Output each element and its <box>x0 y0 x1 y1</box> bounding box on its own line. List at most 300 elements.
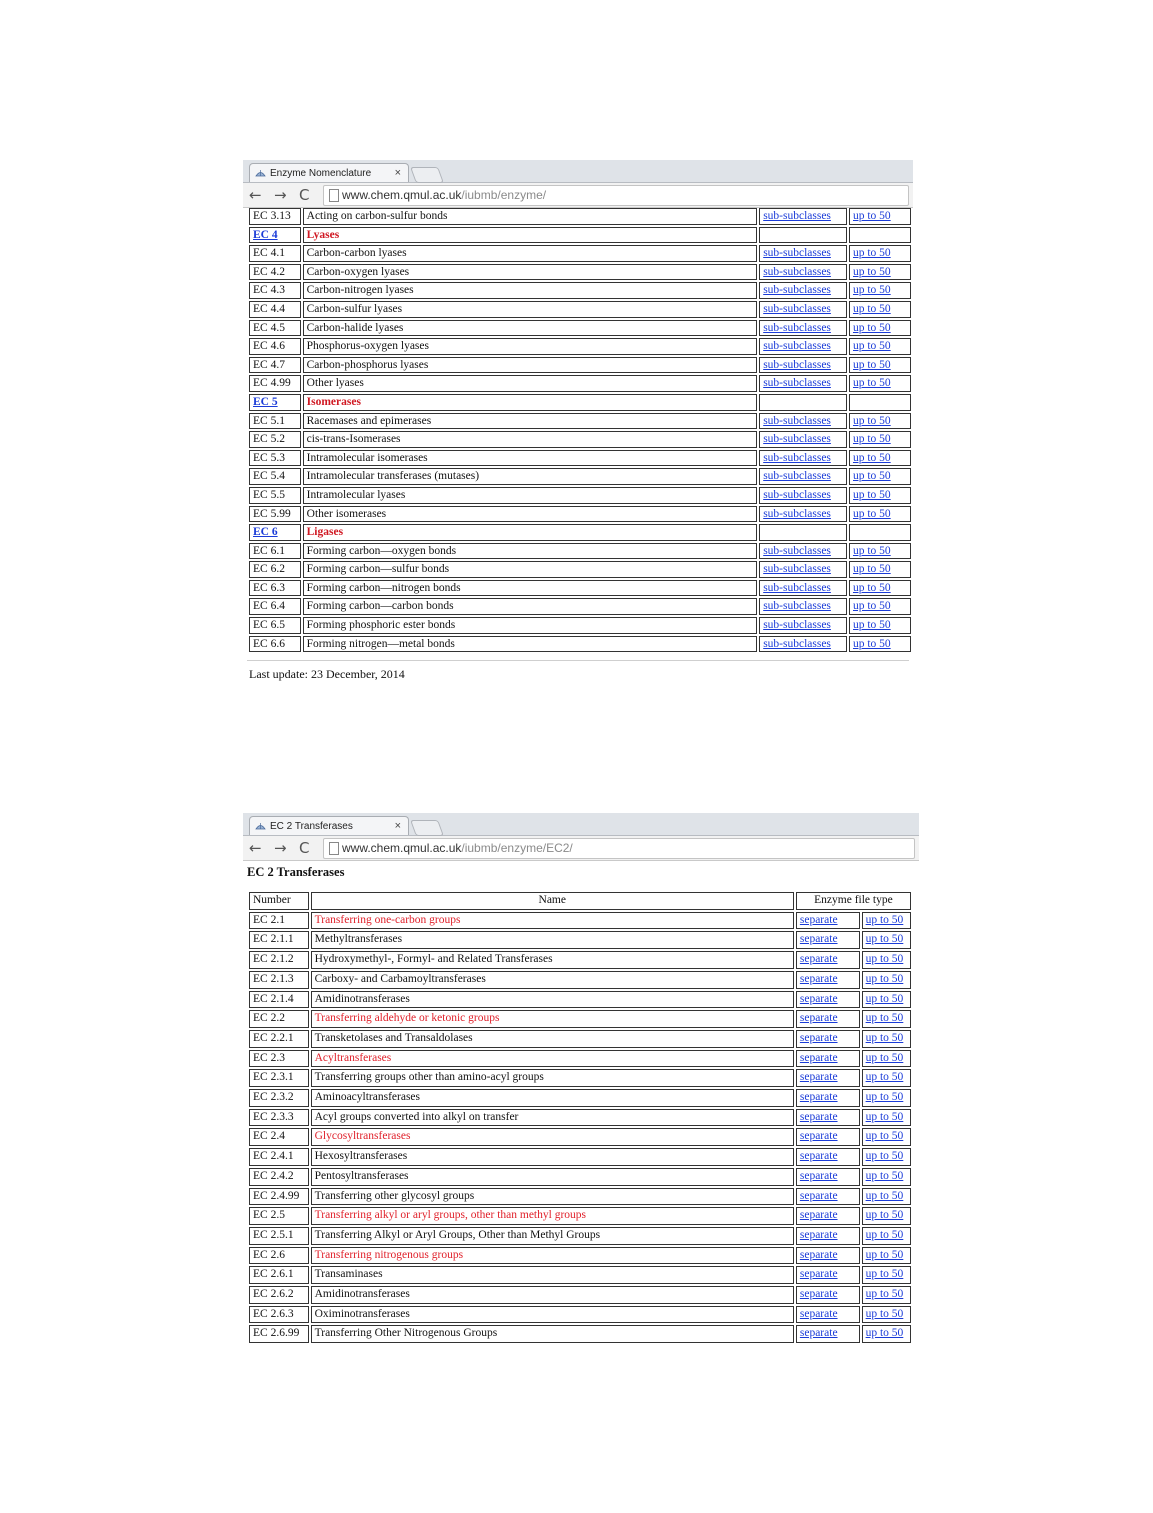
ec-number: EC 2.6.99 <box>253 1327 300 1340</box>
sub-subclasses-link[interactable]: sub-subclasses <box>763 488 831 501</box>
sub-subclasses-cell <box>759 543 847 560</box>
up-to-50-link[interactable]: up to 50 <box>865 1248 904 1261</box>
up-to-50-link[interactable]: up to 50 <box>852 507 891 520</box>
ec-number-cell <box>249 506 301 523</box>
ec-name: Forming nitrogen—metal bonds <box>306 637 455 650</box>
sub-subclasses-cell <box>759 338 847 355</box>
up-to-50-link[interactable]: up to 50 <box>865 913 904 926</box>
sub-subclasses-cell <box>759 227 847 244</box>
table-row <box>249 1325 911 1343</box>
up-to-50-cell <box>862 1109 911 1127</box>
table-row <box>249 338 911 355</box>
url-host: www.chem.qmul.ac.uk <box>342 841 462 855</box>
ec-number: EC 2.3.3 <box>253 1110 294 1123</box>
up-to-50-cell <box>862 1010 911 1028</box>
up-to-50-cell <box>862 1089 911 1107</box>
sub-subclasses-link[interactable]: sub-subclasses <box>763 265 831 278</box>
browser-window-ec2-transferases <box>243 813 919 1358</box>
ec-name: cis-trans-Isomerases <box>306 433 401 446</box>
up-to-50-link[interactable]: up to 50 <box>865 1268 904 1281</box>
separate-link[interactable]: separate <box>799 1248 838 1261</box>
ec-name: Transferring groups other than amino-acyl groups <box>314 1071 544 1084</box>
ec-number-cell <box>249 1207 309 1225</box>
back-arrow-icon[interactable]: ← <box>249 839 262 857</box>
ec-number: EC 4.3 <box>253 284 285 297</box>
up-to-50-link[interactable]: up to 50 <box>865 1051 904 1064</box>
up-to-50-link[interactable]: up to 50 <box>852 377 891 390</box>
table-row <box>249 598 911 615</box>
ec-number: EC 4.6 <box>253 340 285 353</box>
reload-icon[interactable]: C <box>299 186 310 204</box>
sub-subclasses-link[interactable]: sub-subclasses <box>763 563 831 576</box>
new-tab-button[interactable] <box>410 167 444 183</box>
ec-number-cell <box>249 357 301 374</box>
ec-number-cell <box>249 971 309 989</box>
separate-cell <box>796 1227 860 1245</box>
ec-class-link[interactable]: EC 4 <box>253 228 278 241</box>
sub-subclasses-cell <box>759 264 847 281</box>
up-to-50-cell <box>849 598 911 615</box>
up-to-50-link[interactable]: up to 50 <box>865 1091 904 1104</box>
close-tab-icon[interactable]: × <box>394 820 401 832</box>
up-to-50-cell <box>862 931 911 949</box>
ec-number: EC 2.4.2 <box>253 1169 294 1182</box>
up-to-50-cell <box>849 543 911 560</box>
reload-icon[interactable]: C <box>299 839 310 857</box>
address-bar[interactable] <box>323 838 915 859</box>
up-to-50-link[interactable]: up to 50 <box>852 433 891 446</box>
ec-number-cell <box>249 1148 309 1166</box>
ec-number-cell <box>249 1188 309 1206</box>
ec-name: Transketolases and Transaldolases <box>314 1031 473 1044</box>
ec-number-cell <box>249 1266 309 1284</box>
separate-cell <box>796 991 860 1009</box>
up-to-50-link[interactable]: up to 50 <box>852 247 891 260</box>
forward-arrow-icon[interactable]: → <box>274 186 287 204</box>
up-to-50-link[interactable]: up to 50 <box>852 600 891 613</box>
up-to-50-link[interactable]: up to 50 <box>852 284 891 297</box>
up-to-50-cell <box>849 301 911 318</box>
ec-number-cell <box>249 1109 309 1127</box>
separate-cell <box>796 1050 860 1068</box>
up-to-50-cell <box>849 208 911 225</box>
ec-number: EC 2.5 <box>253 1209 285 1222</box>
ec-number-cell <box>249 431 301 448</box>
up-to-50-link[interactable]: up to 50 <box>865 933 904 946</box>
sub-subclasses-cell <box>759 468 847 485</box>
up-to-50-link[interactable]: up to 50 <box>865 1169 904 1182</box>
up-to-50-link[interactable]: up to 50 <box>852 470 891 483</box>
ec-group-name: Transferring alkyl or aryl groups, other than methyl groups <box>314 1209 586 1222</box>
up-to-50-link[interactable]: up to 50 <box>865 1012 904 1025</box>
new-tab-button[interactable] <box>410 820 444 836</box>
ec-number: EC 5.99 <box>253 507 291 520</box>
table-row <box>249 971 911 989</box>
ec-class-link[interactable]: EC 6 <box>253 526 278 539</box>
ec-group-name: Acyltransferases <box>314 1051 392 1064</box>
ec-number-cell <box>249 991 309 1009</box>
ec-number: EC 2.1.4 <box>253 992 294 1005</box>
table-row <box>249 580 911 597</box>
separate-link[interactable]: separate <box>799 933 838 946</box>
separate-link[interactable]: separate <box>799 913 838 926</box>
ec-number: EC 2.6.3 <box>253 1307 294 1320</box>
ec-name: Transferring other glycosyl groups <box>314 1189 475 1202</box>
table-row <box>249 1128 911 1146</box>
ec-name-cell <box>311 1109 794 1127</box>
sub-subclasses-cell <box>759 636 847 653</box>
up-to-50-link[interactable]: up to 50 <box>852 414 891 427</box>
sub-subclasses-cell <box>759 580 847 597</box>
sub-subclasses-cell <box>759 598 847 615</box>
ec-number-cell <box>249 1286 309 1304</box>
sub-subclasses-cell <box>759 282 847 299</box>
ec-number: EC 2.4.1 <box>253 1150 294 1163</box>
ec-number: EC 2.3 <box>253 1051 285 1064</box>
ec-number: EC 6.4 <box>253 600 285 613</box>
ec-number-cell <box>249 301 301 318</box>
ec-number: EC 4.4 <box>253 302 285 315</box>
sub-subclasses-link[interactable]: sub-subclasses <box>763 619 831 632</box>
table-row <box>249 1148 911 1166</box>
separate-cell <box>796 1306 860 1324</box>
up-to-50-link[interactable]: up to 50 <box>852 340 891 353</box>
ec-number-cell <box>249 282 301 299</box>
up-to-50-cell <box>849 506 911 523</box>
ec-name: Amidinotransferases <box>314 1288 410 1301</box>
ec-group-name: Transferring one-carbon groups <box>314 913 461 926</box>
table-row <box>249 1207 911 1225</box>
table-row <box>249 227 911 244</box>
table-row <box>249 636 911 653</box>
ec-number: EC 6.3 <box>253 581 285 594</box>
ec-number: EC 5.5 <box>253 488 285 501</box>
sub-subclasses-link[interactable]: sub-subclasses <box>763 340 831 353</box>
up-to-50-link[interactable]: up to 50 <box>852 210 891 222</box>
ec-name-cell <box>303 580 758 597</box>
ec-number-cell <box>249 1168 309 1186</box>
sub-subclasses-link[interactable]: sub-subclasses <box>763 433 831 446</box>
sub-subclasses-link[interactable]: sub-subclasses <box>763 321 831 334</box>
browser-tab[interactable] <box>249 163 409 182</box>
up-to-50-link[interactable]: up to 50 <box>865 1327 904 1340</box>
ec-number-cell <box>249 931 309 949</box>
up-to-50-link[interactable]: up to 50 <box>852 321 891 334</box>
browser-tab[interactable] <box>249 816 409 835</box>
table-row <box>249 1010 911 1028</box>
separate-cell <box>796 1128 860 1146</box>
last-update-text: Last update: 23 December, 2014 <box>249 667 405 682</box>
table-row <box>249 543 911 560</box>
up-to-50-cell <box>849 227 911 244</box>
ec-number-cell <box>249 338 301 355</box>
ec-number: EC 3.13 <box>253 210 291 222</box>
separate-link[interactable]: separate <box>799 1307 838 1320</box>
sub-subclasses-link[interactable]: sub-subclasses <box>763 581 831 594</box>
ec-name: Forming carbon—nitrogen bonds <box>306 581 461 594</box>
ec-name: Carbon-halide lyases <box>306 321 404 334</box>
ec-name: Oximinotransferases <box>314 1307 410 1320</box>
ec-name-cell <box>303 561 758 578</box>
ec-name-cell <box>311 1188 794 1206</box>
up-to-50-link[interactable]: up to 50 <box>865 1110 904 1123</box>
table-row <box>249 301 911 318</box>
separate-link[interactable]: separate <box>799 1189 838 1202</box>
separate-link[interactable]: separate <box>799 1327 838 1340</box>
separate-cell <box>796 1247 860 1265</box>
up-to-50-link[interactable]: up to 50 <box>865 1288 904 1301</box>
up-to-50-cell <box>849 487 911 504</box>
ec-number: EC 4.7 <box>253 358 285 371</box>
ec-class-name: Ligases <box>306 526 344 539</box>
back-arrow-icon[interactable]: ← <box>249 186 262 204</box>
ec-number: EC 4.1 <box>253 247 285 260</box>
header-number: Number <box>249 892 309 910</box>
up-to-50-link[interactable]: up to 50 <box>852 544 891 557</box>
ec-number-cell <box>249 245 301 262</box>
up-to-50-link[interactable]: up to 50 <box>852 358 891 371</box>
up-to-50-link[interactable]: up to 50 <box>865 972 904 985</box>
table-row <box>249 450 911 467</box>
separate-cell <box>796 1010 860 1028</box>
ec-number-cell <box>249 951 309 969</box>
sub-subclasses-link[interactable]: sub-subclasses <box>763 284 831 297</box>
up-to-50-cell <box>849 580 911 597</box>
sub-subclasses-link[interactable]: sub-subclasses <box>763 377 831 390</box>
ec-name-cell <box>311 1089 794 1107</box>
table-row <box>249 487 911 504</box>
table-row <box>249 506 911 523</box>
table-row <box>249 1050 911 1068</box>
ec-name-cell <box>303 227 758 244</box>
ec-classes-table <box>247 206 913 654</box>
up-to-50-cell <box>849 524 911 541</box>
ec-name: Carbon-nitrogen lyases <box>306 284 414 297</box>
transferases-table <box>247 890 913 1345</box>
up-to-50-link[interactable]: up to 50 <box>852 581 891 594</box>
ec-name: Other isomerases <box>306 507 387 520</box>
up-to-50-cell <box>862 1188 911 1206</box>
sub-subclasses-link[interactable]: sub-subclasses <box>763 302 831 315</box>
ec-name: Transferring Other Nitrogenous Groups <box>314 1327 498 1340</box>
ec-name-cell <box>303 338 758 355</box>
ec-class-name: Lyases <box>306 228 340 241</box>
sub-subclasses-link[interactable]: sub-subclasses <box>763 600 831 613</box>
separate-link[interactable]: separate <box>799 1130 838 1143</box>
up-to-50-cell <box>862 991 911 1009</box>
separate-cell <box>796 971 860 989</box>
up-to-50-link[interactable]: up to 50 <box>865 1150 904 1163</box>
table-row <box>249 1089 911 1107</box>
address-bar[interactable] <box>323 185 909 206</box>
up-to-50-link[interactable]: up to 50 <box>852 563 891 576</box>
table-header-row <box>249 892 911 910</box>
up-to-50-cell <box>862 1148 911 1166</box>
sub-subclasses-link[interactable]: sub-subclasses <box>763 358 831 371</box>
browser-window-enzyme-nomenclature <box>243 160 913 682</box>
ec-number-cell <box>249 264 301 281</box>
table-row <box>249 524 911 541</box>
up-to-50-cell <box>862 971 911 989</box>
up-to-50-cell <box>849 450 911 467</box>
up-to-50-link[interactable]: up to 50 <box>852 619 891 632</box>
ec-name-cell <box>303 301 758 318</box>
ec-number: EC 2.4 <box>253 1130 285 1143</box>
table-row <box>249 1168 911 1186</box>
ec-name: Intramolecular isomerases <box>306 451 428 464</box>
up-to-50-cell <box>849 468 911 485</box>
ec-number: EC 4.5 <box>253 321 285 334</box>
up-to-50-cell <box>862 1306 911 1324</box>
ec-number-cell <box>249 1128 309 1146</box>
separate-cell <box>796 912 860 930</box>
ec-class-link[interactable]: EC 5 <box>253 395 278 408</box>
sub-subclasses-link[interactable]: sub-subclasses <box>763 414 831 427</box>
up-to-50-link[interactable]: up to 50 <box>865 953 904 966</box>
ec-name-cell <box>303 245 758 262</box>
up-to-50-link[interactable]: up to 50 <box>865 1031 904 1044</box>
sub-subclasses-cell <box>759 320 847 337</box>
sub-subclasses-link[interactable]: sub-subclasses <box>763 247 831 260</box>
ec-name-cell <box>303 375 758 392</box>
ec-name-cell <box>311 951 794 969</box>
separate-link[interactable]: separate <box>799 1150 838 1163</box>
up-to-50-link[interactable]: up to 50 <box>852 451 891 464</box>
up-to-50-link[interactable]: up to 50 <box>865 1228 904 1241</box>
ec-name-cell <box>311 1128 794 1146</box>
ec-group-name: Transferring aldehyde or ketonic groups <box>314 1012 500 1025</box>
up-to-50-link[interactable]: up to 50 <box>865 1307 904 1320</box>
tab-bar <box>243 813 919 836</box>
table-row <box>249 431 911 448</box>
table-row <box>249 1188 911 1206</box>
ec-number: EC 2.1 <box>253 913 285 926</box>
ec-name-cell <box>311 1306 794 1324</box>
separate-link[interactable]: separate <box>799 972 838 985</box>
table-row <box>249 1266 911 1284</box>
up-to-50-link[interactable]: up to 50 <box>852 302 891 315</box>
ec-name: Intramolecular transferases (mutases) <box>306 470 480 483</box>
up-to-50-cell <box>862 1207 911 1225</box>
separate-link[interactable]: separate <box>799 1091 838 1104</box>
up-to-50-link[interactable]: up to 50 <box>852 488 891 501</box>
separate-cell <box>796 1286 860 1304</box>
up-to-50-cell <box>862 951 911 969</box>
separate-link[interactable]: separate <box>799 1209 838 1222</box>
separate-link[interactable]: separate <box>799 1051 838 1064</box>
ec-number-cell <box>249 580 301 597</box>
ec-number-cell <box>249 208 301 225</box>
ec-name: Carbon-phosphorus lyases <box>306 358 429 371</box>
table-row <box>249 208 911 225</box>
ec-name: Amidinotransferases <box>314 992 410 1005</box>
up-to-50-cell <box>849 320 911 337</box>
separate-cell <box>796 1168 860 1186</box>
sub-subclasses-link[interactable]: sub-subclasses <box>763 451 831 464</box>
ec-name: Racemases and epimerases <box>306 414 432 427</box>
ec-name-cell <box>311 912 794 930</box>
table-row <box>249 1286 911 1304</box>
ec-name: Hexosyltransferases <box>314 1150 408 1163</box>
ec-name: Hydroxymethyl-, Formyl- and Related Transferases <box>314 953 553 966</box>
separate-cell <box>796 1266 860 1284</box>
divider <box>247 660 909 661</box>
separate-link[interactable]: separate <box>799 1012 838 1025</box>
table-row <box>249 282 911 299</box>
sub-subclasses-link[interactable]: sub-subclasses <box>763 210 831 222</box>
page-content <box>243 206 913 682</box>
ec-name-cell <box>303 394 758 411</box>
up-to-50-link[interactable]: up to 50 <box>865 1189 904 1202</box>
close-tab-icon[interactable]: × <box>394 167 401 179</box>
favicon-icon <box>255 168 266 179</box>
up-to-50-cell <box>849 617 911 634</box>
ec-name-cell <box>303 320 758 337</box>
separate-link[interactable]: separate <box>799 1288 838 1301</box>
sub-subclasses-link[interactable]: sub-subclasses <box>763 470 831 483</box>
up-to-50-link[interactable]: up to 50 <box>865 1209 904 1222</box>
ec-name: Carbon-oxygen lyases <box>306 265 410 278</box>
table-row <box>249 468 911 485</box>
ec-name: Acting on carbon-sulfur bonds <box>306 210 448 222</box>
ec-number-cell <box>249 1227 309 1245</box>
up-to-50-cell <box>849 394 911 411</box>
url-path: /iubmb/enzyme/EC2/ <box>461 841 573 855</box>
ec-number: EC 5.1 <box>253 414 285 427</box>
sub-subclasses-link[interactable]: sub-subclasses <box>763 507 831 520</box>
separate-link[interactable]: separate <box>799 1071 838 1084</box>
ec-number-cell <box>249 524 301 541</box>
up-to-50-link[interactable]: up to 50 <box>852 637 891 650</box>
up-to-50-cell <box>862 1030 911 1048</box>
ec-number: EC 2.2.1 <box>253 1031 294 1044</box>
up-to-50-link[interactable]: up to 50 <box>865 992 904 1005</box>
separate-link[interactable]: separate <box>799 1110 838 1123</box>
up-to-50-link[interactable]: up to 50 <box>865 1071 904 1084</box>
sub-subclasses-link[interactable]: sub-subclasses <box>763 544 831 557</box>
separate-link[interactable]: separate <box>799 1228 838 1241</box>
ec-name: Carboxy- and Carbamoyltransferases <box>314 972 486 985</box>
separate-link[interactable]: separate <box>799 953 838 966</box>
separate-cell <box>796 951 860 969</box>
ec-name-cell <box>303 543 758 560</box>
up-to-50-cell <box>849 413 911 430</box>
header-name: Name <box>311 892 794 910</box>
ec-name: Carbon-sulfur lyases <box>306 302 403 315</box>
separate-link[interactable]: separate <box>799 992 838 1005</box>
sub-subclasses-cell <box>759 617 847 634</box>
separate-cell <box>796 1069 860 1087</box>
separate-link[interactable]: separate <box>799 1268 838 1281</box>
up-to-50-link[interactable]: up to 50 <box>865 1130 904 1143</box>
ec-name-cell <box>311 1266 794 1284</box>
ec-name: Transaminases <box>314 1268 383 1281</box>
ec-name-cell <box>311 1069 794 1087</box>
separate-link[interactable]: separate <box>799 1169 838 1182</box>
separate-link[interactable]: separate <box>799 1031 838 1044</box>
ec-name: Pentosyltransferases <box>314 1169 409 1182</box>
ec-name-cell <box>303 208 758 225</box>
separate-cell <box>796 1030 860 1048</box>
forward-arrow-icon[interactable]: → <box>274 839 287 857</box>
sub-subclasses-link[interactable]: sub-subclasses <box>763 637 831 650</box>
ec-number-cell <box>249 1325 309 1343</box>
ec-number-cell <box>249 450 301 467</box>
ec-name: Transferring Alkyl or Aryl Groups, Other than Methyl Groups <box>314 1228 601 1241</box>
up-to-50-link[interactable]: up to 50 <box>852 265 891 278</box>
ec-number: EC 2.1.2 <box>253 953 294 966</box>
table-row <box>249 413 911 430</box>
